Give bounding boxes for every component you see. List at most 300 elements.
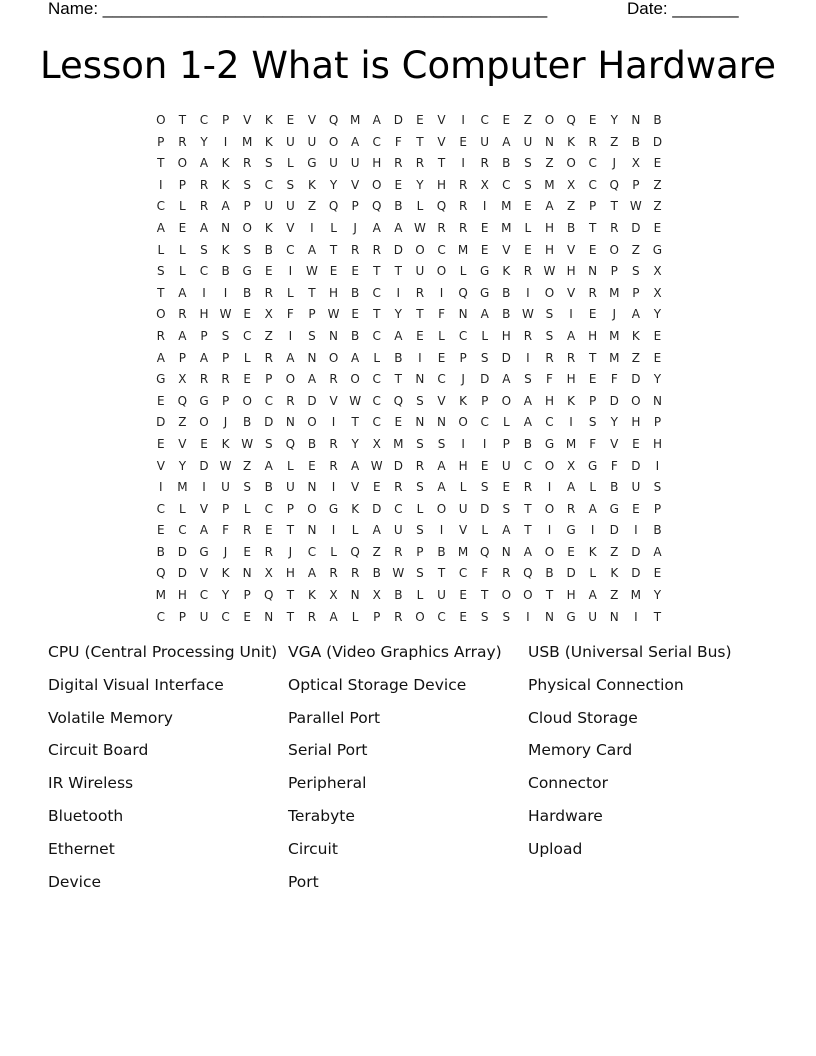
grid-letter[interactable]: S <box>286 177 295 192</box>
grid-letter[interactable]: T <box>308 285 316 300</box>
grid-letter[interactable]: I <box>223 285 228 300</box>
grid-letter[interactable]: N <box>544 134 554 149</box>
grid-letter[interactable]: G <box>328 501 339 516</box>
grid-letter[interactable]: E <box>243 544 251 559</box>
grid-letter[interactable]: N <box>544 609 554 624</box>
grid-letter[interactable]: Q <box>264 588 274 603</box>
grid-letter[interactable]: S <box>264 156 273 171</box>
grid-letter[interactable]: A <box>394 220 403 235</box>
grid-letter[interactable]: C <box>372 393 381 408</box>
grid-letter[interactable]: R <box>480 156 489 171</box>
grid-letter[interactable]: K <box>610 566 619 581</box>
grid-letter[interactable]: D <box>177 544 188 559</box>
grid-letter[interactable]: D <box>199 458 209 473</box>
grid-letter[interactable]: O <box>544 501 555 516</box>
grid-letter[interactable]: G <box>588 458 598 473</box>
grid-letter[interactable]: N <box>609 609 619 624</box>
grid-letter[interactable]: V <box>243 113 252 127</box>
grid-letter[interactable]: T <box>653 609 662 624</box>
grid-letter[interactable]: J <box>461 372 465 387</box>
grid-letter[interactable]: Y <box>351 436 359 451</box>
grid-letter[interactable]: N <box>307 350 317 365</box>
grid-letter[interactable]: P <box>481 393 489 408</box>
grid-letter[interactable]: O <box>631 393 641 408</box>
grid-letter[interactable]: M <box>630 588 642 603</box>
grid-letter[interactable]: Y <box>653 588 662 603</box>
grid-letter[interactable]: C <box>394 501 403 516</box>
grid-letter[interactable]: B <box>264 242 273 257</box>
grid-letter[interactable]: Z <box>545 156 554 171</box>
grid-letter[interactable]: U <box>393 523 403 538</box>
grid-letter[interactable]: S <box>545 328 554 343</box>
grid-letter[interactable]: N <box>221 220 231 235</box>
grid-letter[interactable]: C <box>437 242 446 257</box>
grid-letter[interactable]: E <box>588 113 597 127</box>
grid-letter[interactable]: T <box>394 372 402 387</box>
grid-letter[interactable]: B <box>653 523 662 538</box>
grid-letter[interactable]: P <box>589 393 597 408</box>
grid-letter[interactable]: E <box>588 307 597 322</box>
grid-letter[interactable]: O <box>328 350 339 365</box>
grid-letter[interactable]: T <box>178 113 187 127</box>
grid-letter[interactable]: C <box>156 199 165 214</box>
grid-letter[interactable]: C <box>480 113 489 127</box>
grid-letter[interactable]: Y <box>653 372 662 387</box>
grid-letter[interactable]: N <box>242 566 252 581</box>
grid-letter[interactable]: C <box>372 285 381 300</box>
grid-letter[interactable]: V <box>156 458 165 473</box>
grid-letter[interactable]: G <box>199 544 209 559</box>
grid-letter[interactable]: Z <box>610 588 619 603</box>
grid-letter[interactable]: O <box>544 544 555 559</box>
grid-letter[interactable]: E <box>329 264 338 279</box>
grid-letter[interactable]: B <box>631 134 640 149</box>
grid-letter[interactable]: P <box>459 350 467 365</box>
grid-letter[interactable]: A <box>221 199 230 214</box>
grid-letter[interactable]: I <box>461 113 465 127</box>
grid-letter[interactable]: T <box>157 156 165 171</box>
grid-letter[interactable]: S <box>416 480 424 495</box>
grid-letter[interactable]: Q <box>285 436 296 451</box>
grid-letter[interactable]: M <box>501 199 512 214</box>
grid-letter[interactable]: M <box>393 436 404 451</box>
grid-letter[interactable]: R <box>523 264 533 279</box>
grid-letter[interactable]: O <box>609 242 619 257</box>
grid-letter[interactable]: Q <box>436 199 447 214</box>
grid-letter[interactable]: C <box>437 609 446 624</box>
grid-letter[interactable]: S <box>416 566 424 581</box>
grid-letter[interactable]: J <box>223 415 228 430</box>
grid-letter[interactable]: L <box>589 480 597 495</box>
grid-letter[interactable]: S <box>502 609 511 624</box>
grid-letter[interactable]: C <box>502 177 511 192</box>
grid-letter[interactable]: W <box>413 220 426 235</box>
grid-letter[interactable]: M <box>457 242 469 257</box>
grid-letter[interactable]: C <box>242 328 252 343</box>
grid-letter[interactable]: C <box>588 177 597 192</box>
grid-letter[interactable]: E <box>264 264 273 279</box>
grid-letter[interactable]: A <box>178 328 187 343</box>
grid-letter[interactable]: O <box>350 372 360 387</box>
grid-letter[interactable]: A <box>480 307 489 322</box>
grid-letter[interactable]: V <box>199 501 209 516</box>
grid-letter[interactable]: I <box>288 328 293 343</box>
grid-letter[interactable]: A <box>351 134 360 149</box>
grid-letter[interactable]: O <box>415 609 425 624</box>
grid-letter[interactable]: Y <box>178 458 187 473</box>
grid-letter[interactable]: E <box>200 436 208 451</box>
grid-letter[interactable]: Y <box>416 177 424 192</box>
grid-letter[interactable]: H <box>652 436 662 451</box>
grid-letter[interactable]: P <box>308 307 316 322</box>
grid-letter[interactable]: W <box>392 566 405 581</box>
grid-letter[interactable]: K <box>221 177 230 192</box>
grid-letter[interactable]: P <box>351 199 359 214</box>
grid-letter[interactable]: R <box>243 523 252 538</box>
grid-letter[interactable]: V <box>437 393 446 408</box>
grid-letter[interactable]: X <box>566 458 576 473</box>
grid-letter[interactable]: H <box>177 588 187 603</box>
grid-letter[interactable]: V <box>307 113 317 127</box>
grid-letter[interactable]: P <box>653 501 662 516</box>
grid-letter[interactable]: U <box>588 609 598 624</box>
grid-letter[interactable]: M <box>609 285 620 300</box>
grid-letter[interactable]: L <box>179 242 186 257</box>
grid-letter[interactable]: D <box>501 350 511 365</box>
grid-letter[interactable]: I <box>331 480 336 495</box>
grid-letter[interactable]: R <box>350 242 360 257</box>
grid-letter[interactable]: R <box>329 436 338 451</box>
grid-letter[interactable]: G <box>480 285 490 300</box>
grid-letter[interactable]: M <box>349 113 361 127</box>
grid-letter[interactable]: I <box>526 285 530 300</box>
grid-letter[interactable]: O <box>544 285 555 300</box>
grid-letter[interactable]: V <box>610 436 619 451</box>
grid-letter[interactable]: O <box>285 372 296 387</box>
grid-letter[interactable]: Y <box>329 177 338 192</box>
grid-letter[interactable]: N <box>501 544 511 559</box>
grid-letter[interactable]: I <box>634 523 638 538</box>
grid-letter[interactable]: H <box>199 307 209 322</box>
grid-letter[interactable]: R <box>156 328 165 343</box>
grid-letter[interactable]: O <box>156 113 166 127</box>
grid-letter[interactable]: R <box>394 156 403 171</box>
grid-letter[interactable]: Q <box>458 285 468 300</box>
grid-letter[interactable]: S <box>416 436 424 451</box>
grid-letter[interactable]: H <box>437 177 447 192</box>
grid-letter[interactable]: I <box>396 285 401 300</box>
grid-letter[interactable]: R <box>221 372 230 387</box>
grid-letter[interactable]: A <box>566 328 576 343</box>
grid-letter[interactable]: D <box>609 393 619 408</box>
grid-letter[interactable]: X <box>264 566 273 581</box>
grid-letter[interactable]: K <box>308 177 316 192</box>
grid-letter[interactable]: M <box>177 480 188 495</box>
grid-letter[interactable]: A <box>264 458 273 473</box>
grid-letter[interactable]: K <box>567 134 576 149</box>
grid-letter[interactable]: T <box>373 307 381 322</box>
grid-letter[interactable]: V <box>329 393 338 408</box>
grid-letter[interactable]: O <box>501 393 512 408</box>
grid-letter[interactable]: O <box>307 501 317 516</box>
grid-letter[interactable]: A <box>523 393 532 408</box>
grid-letter[interactable]: T <box>524 523 532 538</box>
grid-letter[interactable]: P <box>632 177 640 192</box>
grid-letter[interactable]: A <box>351 350 360 365</box>
grid-letter[interactable]: W <box>241 436 254 451</box>
grid-letter[interactable]: W <box>629 199 642 214</box>
grid-letter[interactable]: D <box>631 566 641 581</box>
grid-letter[interactable]: R <box>307 609 317 624</box>
grid-letter[interactable]: L <box>287 156 294 171</box>
grid-letter[interactable]: R <box>458 220 468 235</box>
grid-letter[interactable]: R <box>372 242 381 257</box>
grid-letter[interactable]: E <box>308 458 316 473</box>
grid-letter[interactable]: N <box>350 588 360 603</box>
grid-letter[interactable]: I <box>634 609 638 624</box>
grid-letter[interactable]: O <box>307 415 317 430</box>
grid-letter[interactable]: Z <box>307 199 317 214</box>
grid-letter[interactable]: Q <box>177 393 188 408</box>
grid-letter[interactable]: N <box>631 113 641 127</box>
grid-letter[interactable]: O <box>415 242 425 257</box>
grid-letter[interactable]: I <box>655 458 660 473</box>
grid-letter[interactable]: X <box>480 177 489 192</box>
grid-letter[interactable]: E <box>243 609 251 624</box>
grid-letter[interactable]: E <box>416 328 424 343</box>
grid-letter[interactable]: U <box>350 156 360 171</box>
grid-letter[interactable]: P <box>178 350 187 365</box>
grid-letter[interactable]: A <box>653 544 662 559</box>
grid-letter[interactable]: X <box>178 372 187 387</box>
grid-letter[interactable]: R <box>437 220 446 235</box>
grid-letter[interactable]: T <box>589 220 597 235</box>
grid-letter[interactable]: R <box>502 566 511 581</box>
grid-letter[interactable]: X <box>653 285 662 300</box>
grid-letter[interactable]: N <box>437 415 446 430</box>
grid-letter[interactable]: E <box>351 307 359 322</box>
grid-letter[interactable]: U <box>480 134 490 149</box>
grid-letter[interactable]: D <box>372 501 382 516</box>
grid-letter[interactable]: B <box>502 307 511 322</box>
grid-letter[interactable]: E <box>437 350 446 365</box>
grid-letter[interactable]: N <box>415 415 425 430</box>
grid-letter[interactable]: B <box>502 285 511 300</box>
grid-letter[interactable]: V <box>566 285 576 300</box>
grid-letter[interactable]: R <box>588 134 597 149</box>
grid-letter[interactable]: Y <box>200 134 208 149</box>
grid-letter[interactable]: A <box>588 501 597 516</box>
grid-letter[interactable]: R <box>243 156 252 171</box>
grid-letter[interactable]: E <box>459 609 467 624</box>
grid-letter[interactable]: H <box>544 242 554 257</box>
grid-letter[interactable]: L <box>179 199 186 214</box>
grid-letter[interactable]: A <box>437 458 446 473</box>
grid-letter[interactable]: A <box>156 350 165 365</box>
grid-letter[interactable]: T <box>437 566 446 581</box>
grid-letter[interactable]: E <box>264 523 273 538</box>
grid-letter[interactable]: Q <box>328 199 339 214</box>
grid-letter[interactable]: O <box>501 588 512 603</box>
grid-letter[interactable]: B <box>351 285 360 300</box>
grid-letter[interactable]: T <box>589 350 597 365</box>
grid-letter[interactable]: X <box>264 307 273 322</box>
grid-letter[interactable]: I <box>331 415 336 430</box>
grid-letter[interactable]: P <box>632 285 640 300</box>
grid-letter[interactable]: F <box>394 134 402 149</box>
grid-letter[interactable]: E <box>178 220 187 235</box>
grid-letter[interactable]: I <box>461 436 465 451</box>
grid-letter[interactable]: U <box>264 199 274 214</box>
grid-letter[interactable]: A <box>372 523 381 538</box>
grid-letter[interactable]: H <box>544 393 554 408</box>
grid-letter[interactable]: C <box>199 113 209 127</box>
grid-letter[interactable]: F <box>438 307 445 322</box>
grid-letter[interactable]: P <box>243 588 251 603</box>
grid-letter[interactable]: Z <box>178 415 187 430</box>
grid-letter[interactable]: B <box>566 220 576 235</box>
grid-letter[interactable]: I <box>202 480 206 495</box>
grid-letter[interactable]: A <box>437 480 446 495</box>
grid-letter[interactable]: A <box>178 285 187 300</box>
grid-letter[interactable]: R <box>264 544 273 559</box>
grid-letter[interactable]: B <box>156 544 165 559</box>
grid-letter[interactable]: W <box>543 264 556 279</box>
grid-letter[interactable]: E <box>459 588 467 603</box>
grid-letter[interactable]: G <box>480 264 490 279</box>
grid-letter[interactable]: K <box>264 134 273 149</box>
grid-letter[interactable]: E <box>502 113 511 127</box>
grid-letter[interactable]: L <box>416 199 424 214</box>
grid-letter[interactable]: W <box>219 458 232 473</box>
grid-letter[interactable]: K <box>459 393 468 408</box>
grid-letter[interactable]: D <box>393 113 403 127</box>
grid-letter[interactable]: C <box>264 177 273 192</box>
grid-letter[interactable]: J <box>223 544 228 559</box>
grid-letter[interactable]: L <box>287 285 294 300</box>
grid-letter[interactable]: E <box>502 480 511 495</box>
grid-letter[interactable]: G <box>652 242 663 257</box>
grid-letter[interactable]: C <box>286 242 295 257</box>
grid-letter[interactable]: R <box>415 156 425 171</box>
grid-letter[interactable]: Q <box>393 393 404 408</box>
grid-letter[interactable]: X <box>566 177 576 192</box>
grid-letter[interactable]: E <box>653 328 662 343</box>
grid-letter[interactable]: R <box>394 609 403 624</box>
grid-letter[interactable]: R <box>458 177 468 192</box>
grid-letter[interactable]: K <box>264 220 273 235</box>
grid-letter[interactable]: C <box>545 415 554 430</box>
grid-letter[interactable]: B <box>610 480 619 495</box>
grid-letter[interactable]: E <box>351 264 359 279</box>
grid-letter[interactable]: H <box>566 264 576 279</box>
grid-letter[interactable]: M <box>609 350 620 365</box>
grid-letter[interactable]: C <box>199 264 209 279</box>
grid-letter[interactable]: V <box>502 242 511 257</box>
grid-letter[interactable]: A <box>286 350 295 365</box>
grid-letter[interactable]: L <box>330 544 337 559</box>
grid-letter[interactable]: A <box>502 523 511 538</box>
grid-letter[interactable]: O <box>436 264 447 279</box>
grid-letter[interactable]: E <box>157 436 165 451</box>
grid-letter[interactable]: H <box>566 372 576 387</box>
grid-letter[interactable]: E <box>394 415 403 430</box>
grid-letter[interactable]: Q <box>609 177 619 192</box>
grid-letter[interactable]: J <box>288 544 293 559</box>
grid-letter[interactable]: T <box>394 264 402 279</box>
grid-letter[interactable]: O <box>242 220 252 235</box>
grid-letter[interactable]: V <box>437 134 446 149</box>
grid-letter[interactable]: K <box>351 501 360 516</box>
grid-letter[interactable]: F <box>610 372 618 387</box>
grid-letter[interactable]: N <box>652 393 662 408</box>
grid-letter[interactable]: H <box>566 588 576 603</box>
grid-letter[interactable]: I <box>223 134 228 149</box>
grid-letter[interactable]: E <box>157 523 165 538</box>
grid-letter[interactable]: T <box>481 588 489 603</box>
grid-letter[interactable]: S <box>524 156 532 171</box>
grid-letter[interactable]: D <box>480 501 490 516</box>
grid-letter[interactable]: Z <box>653 199 662 214</box>
grid-letter[interactable]: B <box>243 285 252 300</box>
grid-letter[interactable]: U <box>285 199 295 214</box>
grid-letter[interactable]: C <box>307 544 317 559</box>
grid-letter[interactable]: S <box>480 480 489 495</box>
grid-letter[interactable]: R <box>178 307 187 322</box>
grid-letter[interactable]: B <box>264 480 273 495</box>
grid-letter[interactable]: C <box>372 134 381 149</box>
grid-letter[interactable]: A <box>372 220 381 235</box>
grid-letter[interactable]: C <box>458 328 468 343</box>
grid-letter[interactable]: V <box>286 220 295 235</box>
grid-letter[interactable]: O <box>458 415 468 430</box>
grid-letter[interactable]: B <box>372 566 381 581</box>
grid-letter[interactable]: P <box>373 609 381 624</box>
grid-letter[interactable]: R <box>264 285 273 300</box>
grid-letter[interactable]: R <box>415 458 425 473</box>
grid-letter[interactable]: I <box>569 307 573 322</box>
grid-letter[interactable]: Z <box>264 328 273 343</box>
grid-letter[interactable]: C <box>199 588 209 603</box>
grid-letter[interactable]: L <box>416 501 424 516</box>
grid-letter[interactable]: T <box>610 199 618 214</box>
grid-letter[interactable]: Z <box>631 350 640 365</box>
grid-letter[interactable]: F <box>286 307 294 322</box>
grid-letter[interactable]: V <box>351 480 360 495</box>
grid-letter[interactable]: L <box>481 328 489 343</box>
grid-letter[interactable]: Z <box>631 242 640 257</box>
grid-letter[interactable]: Z <box>523 113 532 127</box>
grid-letter[interactable]: R <box>199 372 209 387</box>
grid-letter[interactable]: L <box>416 588 424 603</box>
grid-letter[interactable]: F <box>589 436 597 451</box>
grid-letter[interactable]: N <box>588 264 598 279</box>
grid-letter[interactable]: Q <box>523 566 533 581</box>
grid-letter[interactable]: C <box>221 609 230 624</box>
grid-letter[interactable]: O <box>199 415 209 430</box>
grid-letter[interactable]: S <box>200 242 208 257</box>
grid-letter[interactable]: K <box>308 588 316 603</box>
grid-letter[interactable]: S <box>524 177 532 192</box>
grid-letter[interactable]: E <box>588 242 597 257</box>
grid-letter[interactable]: I <box>202 285 206 300</box>
grid-letter[interactable]: G <box>307 156 317 171</box>
grid-letter[interactable]: O <box>328 134 339 149</box>
grid-letter[interactable]: R <box>350 566 360 581</box>
grid-letter[interactable]: K <box>567 393 576 408</box>
grid-letter[interactable]: U <box>523 134 533 149</box>
grid-letter[interactable]: A <box>199 220 209 235</box>
